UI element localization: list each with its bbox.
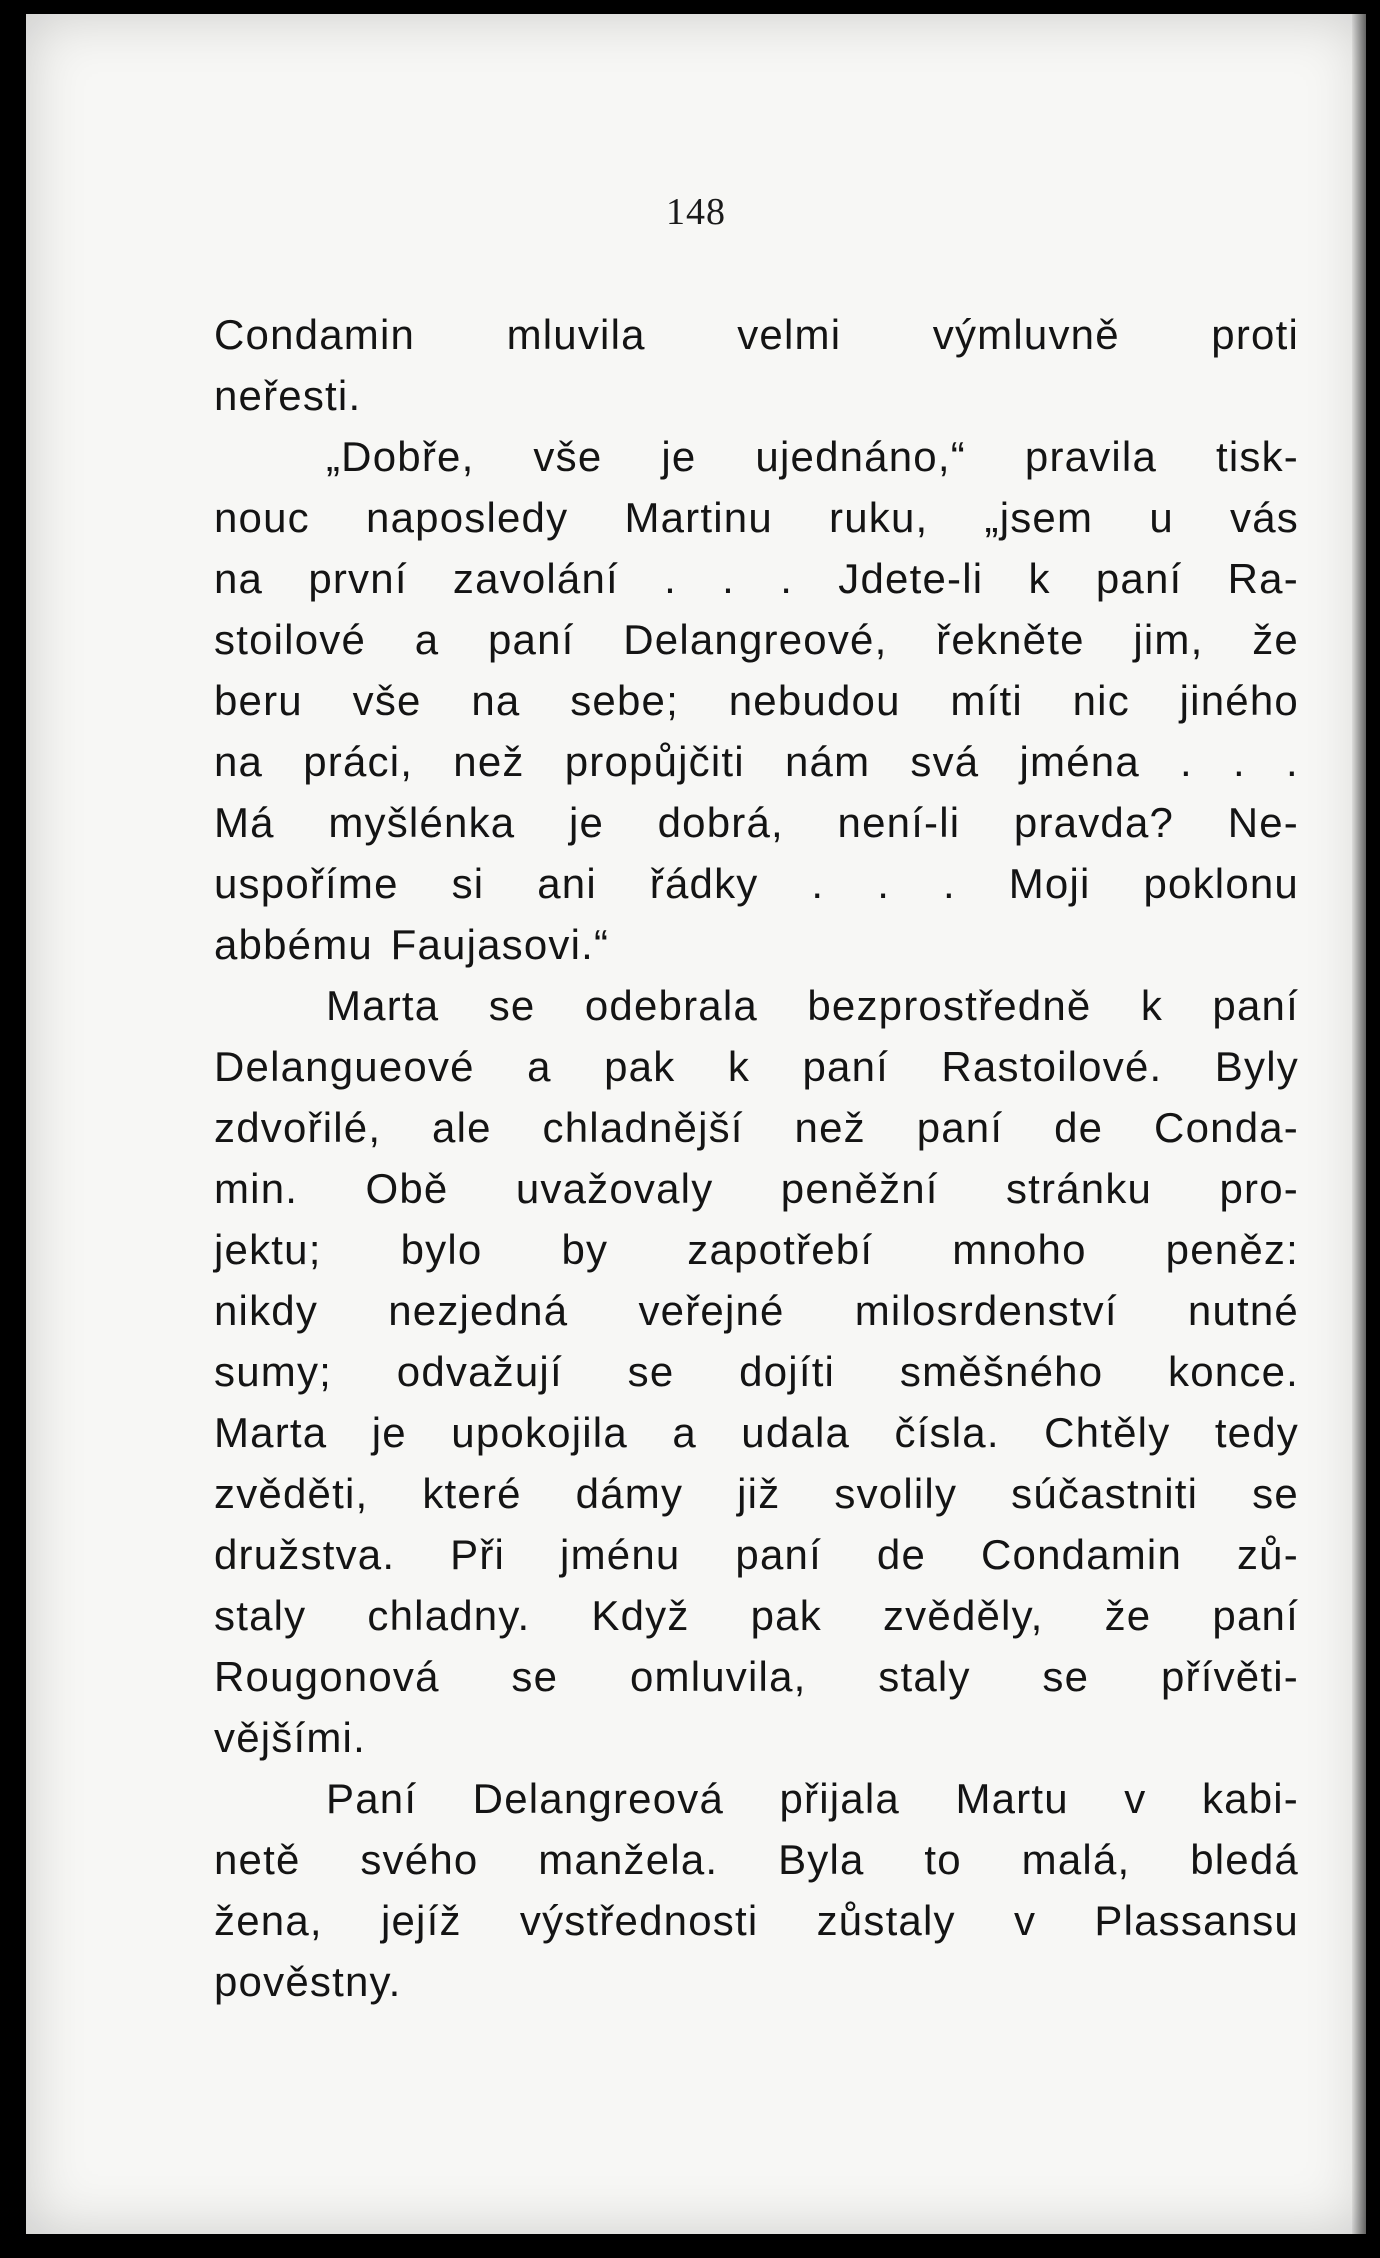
text-line: neřesti. (214, 372, 362, 419)
text-line: na práci, než propůjčiti nám svá jména . . . (214, 738, 1299, 785)
text-line: beru vše na sebe; nebudou míti nic jiného (214, 677, 1299, 724)
text-line: staly chladny. Když pak zvěděly, že paní (214, 1592, 1299, 1639)
text-line: pověstny. (214, 1958, 402, 2005)
text-line: „Dobře, vše je ujednáno,“ pravila tisk- (326, 433, 1299, 480)
page-number: 148 (666, 191, 726, 233)
text-line: Marta je upokojila a udala čísla. Chtěly tedy (214, 1409, 1299, 1456)
text-line: družstva. Při jménu paní de Condamin zů- (214, 1531, 1299, 1578)
book-page (26, 14, 1366, 2234)
text-line: uspoříme si ani řádky . . . Moji poklonu (214, 860, 1299, 907)
text-line: nouc naposledy Martinu ruku, „jsem u vás (214, 494, 1299, 541)
text-line: Condamin mluvila velmi výmluvně proti (214, 311, 1299, 358)
body-text (214, 304, 1299, 2012)
text-line: Delangueové a pak k paní Rastoilové. Byly (214, 1043, 1299, 1090)
text-line: netě svého manžela. Byla to malá, bledá (214, 1836, 1299, 1883)
text-line: abbému Faujasovi.“ (214, 921, 610, 968)
text-line: zdvořilé, ale chladnější než paní de Conda- (214, 1104, 1299, 1151)
text-line: na první zavolání . . . Jdete-li k paní Ra- (214, 555, 1299, 602)
page-edge-shadow (1352, 14, 1366, 2234)
text-line: žena, jejíž výstřednosti zůstaly v Plassansu (214, 1897, 1299, 1944)
text-line: stoilové a paní Delangreové, řekněte jim, že (214, 616, 1299, 663)
text-line: Marta se odebrala bezprostředně k paní (326, 982, 1299, 1029)
text-line: min. Obě uvažovaly peněžní stránku pro- (214, 1165, 1299, 1212)
text-line: Má myšlénka je dobrá, není-li pravda? Ne- (214, 799, 1299, 846)
text-line: Rougonová se omluvila, staly se přívěti- (214, 1653, 1299, 1700)
text-line: zvěděti, které dámy již svolily súčastniti se (214, 1470, 1299, 1517)
text-line: jektu; bylo by zapotřebí mnoho peněz: (214, 1226, 1299, 1273)
text-line: Paní Delangreová přijala Martu v kabi- (326, 1775, 1299, 1822)
text-line: sumy; odvažují se dojíti směšného konce. (214, 1348, 1299, 1395)
text-line: nikdy nezjedná veřejné milosrdenství nutné (214, 1287, 1299, 1334)
text-line: vějšími. (214, 1714, 366, 1761)
